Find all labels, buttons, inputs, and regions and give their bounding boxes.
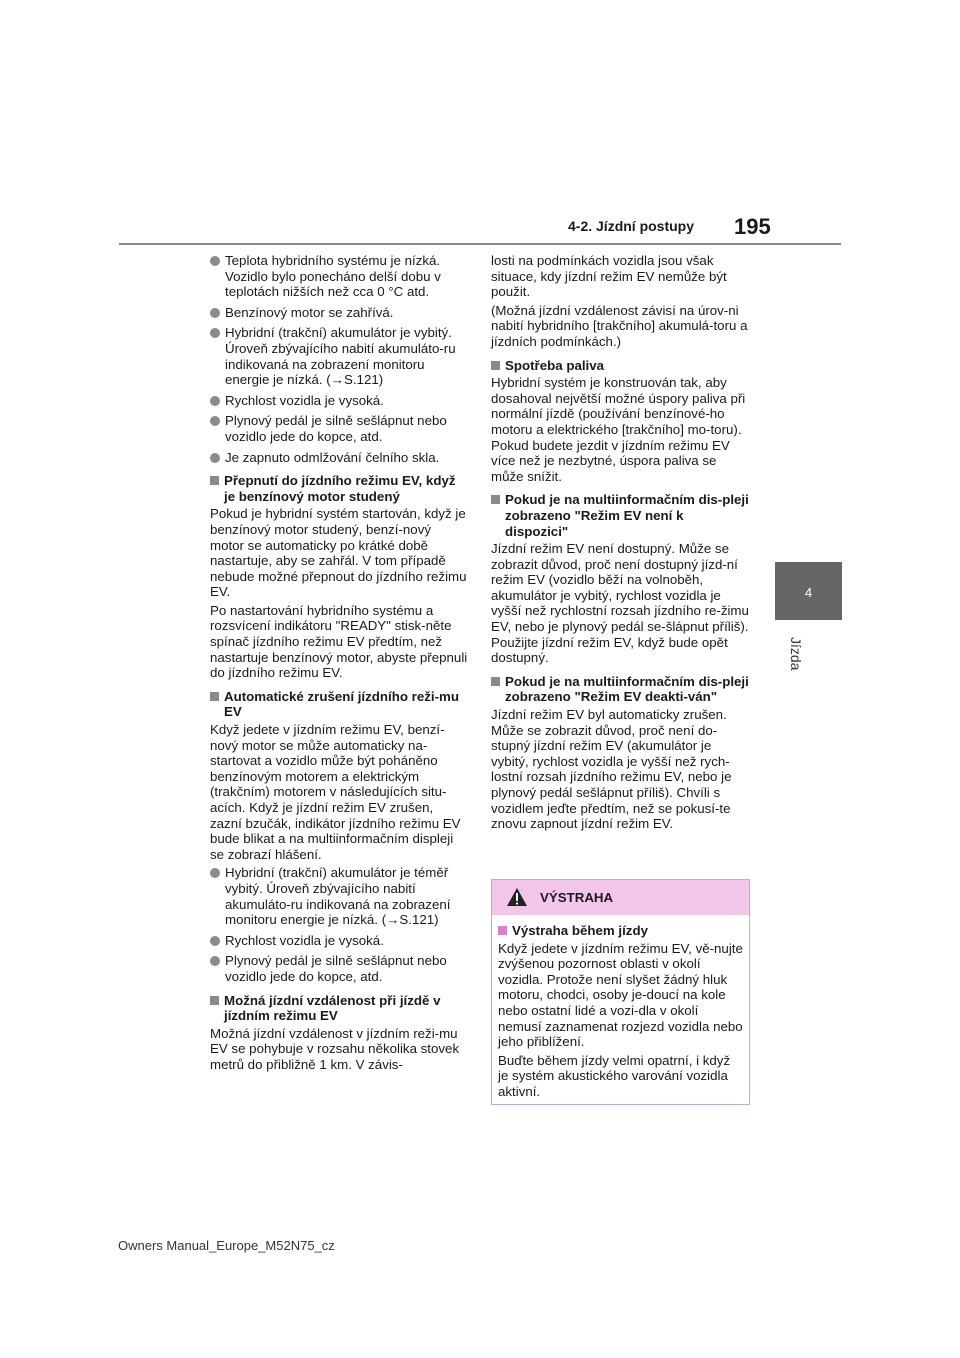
bullet-icon [210,416,220,426]
bullet-icon [210,868,220,878]
list-item: Plynový pedál je silně sešlápnut nebo vozidlo jede do kopce, atd. [210,953,468,984]
subsection-heading: Spotřeba paliva [491,358,749,374]
square-bullet-icon [210,996,219,1005]
square-bullet-icon [210,476,219,485]
paragraph: Jízdní režim EV není dostupný. Může se zobrazit důvod, proč není dostupný jízd-ní režim EV (vozidlo běží na volnoběh, akumulátor je vybitý, rychlost vozidla je vyšší než rychlostní rozsah jízdního re-žimu EV, nebo je plynový pedál se-šlápnut příliš). Použijte jízdní režim EV, když bude opět dostupný. [491,541,749,666]
list-item: Rychlost vozidla je vysoká. [210,393,468,409]
header-divider [119,243,841,245]
warning-header [492,880,749,915]
paragraph: losti na podmínkách vozidla jsou však situace, kdy jízdní režim EV nemůže být použit. [491,253,727,300]
square-bullet-icon [491,495,500,504]
subsection-heading: Pokud je na multiinformačním dis-pleji zobrazeno "Režim EV není k dispozici" [491,492,749,539]
section-title: 4-2. Jízdní postupy [568,218,695,234]
square-bullet-icon [498,926,507,935]
subsection-heading: Přepnutí do jízdního režimu EV, když je benzínový motor studený [210,473,468,504]
list-item: Benzínový motor se zahřívá. [210,305,468,321]
chapter-label: Jízda [788,637,804,671]
warning-triangle-icon [506,887,528,907]
bullet-icon [210,328,220,338]
list-item: Hybridní (trakční) akumulátor je vybitý. Úroveň zbývajícího nabití akumuláto-ru indikovaná na zobrazení monitoru energie je nízká. (→S.121) [210,325,468,387]
subsection-heading: Pokud je na multiinformačním dis-pleji zobrazeno "Režim EV deakti-ván" [491,674,749,705]
warning-body [492,915,749,1100]
bullet-icon [210,453,220,463]
list-item: Plynový pedál je silně sešlápnut nebo vozidlo jede do kopce, atd. [210,413,468,444]
left-column [210,253,468,1076]
subsection-heading: Možná jízdní vzdálenost při jízdě v jízdním režimu EV [210,993,468,1024]
paragraph: (Možná jízdní vzdálenost závisí na úrov-ni nabití hybridního [trakčního] akumulá-toru a jízdních podmínkách.) [491,302,748,349]
paragraph: Hybridní systém je konstruován tak, aby dosahoval největší možné úspory paliva při normální jízdě (používání benzínové-ho motoru a elektrického [trakčního] mo-toru). Pokud budete jezdit v jízdním režimu EV více než je nezbytné, úspora paliva se může snížit. [491,375,746,484]
square-bullet-icon [491,361,500,370]
paragraph: Jízdní režim EV byl automaticky zrušen. Může se zobrazit důvod, proč není do-stupný jízdní režim EV (akumulátor je vybitý, rychlost vozidla je vyšší než rych-lostní rozsah jízdního režimu EV, nebo je plynový pedál sešlápnut příliš). Chvíli s vozidlem jeďte předtím, než se pokusí-te znovu zapnout jízdní režim EV. [491,707,732,832]
paragraph: Buďte během jízdy velmi opatrní, i když je systém akustického varování vozidla aktivní. [498,1052,731,1099]
bullet-icon [210,396,220,406]
warning-box [491,879,750,1105]
bullet-icon [210,308,220,318]
subsection-heading: Automatické zrušení jízdního reži-mu EV [210,689,468,720]
paragraph: Když jedete v jízdním režimu EV, benzí-nový motor se může automaticky na-startovat a vozidlo může být poháněno benzínovým motorem a elektrickým (trakčním) motorem v následujících situ-acích. Když je jízdní režim EV zrušen, zazní bzučák, indikátor jízdního režimu EV bude blikat a na multiinformačním displeji se zobrazí hlášení. [210,722,461,862]
bullet-icon [210,936,220,946]
page-number: 195 [734,214,771,239]
footer-text: Owners Manual_Europe_M52N75_cz [118,1238,335,1253]
bullet-icon [210,256,220,266]
right-column [491,253,749,835]
paragraph: Když jedete v jízdním režimu EV, vě-nujte zvýšenou pozornost oblasti v okolí vozidla. Protože není slyšet žádný hluk motoru, chodci, osoby je-doucí na kole nebo ostatní lidé a vozi-dla v okolí nemusí zaznamenat rozjezd vozidla nebo jeho přiblížení. [498,940,743,1050]
list-item: Rychlost vozidla je vysoká. [210,933,468,949]
bullet-icon [210,956,220,966]
paragraph: Po nastartování hybridního systému a rozsvícení indikátoru "READY" stisk-něte spínač jízdního režimu EV předtím, než nastartuje benzínový motor, abyste přepnuli do jízdního režimu EV. [210,602,468,681]
paragraph: Pokud je hybridní systém startován, když je benzínový motor studený, benzí-nový motor se automaticky po krátké době nastartuje, aby se zahřál. V tom případě nebude možné přepnout do jízdního režimu EV. [210,506,467,600]
warning-heading: Výstraha během jízdy [498,923,743,939]
chapter-number: 4 [804,585,813,600]
square-bullet-icon [210,692,219,701]
warning-title: VÝSTRAHA [540,890,614,905]
list-item: Je zapnuto odmlžování čelního skla. [210,450,468,466]
square-bullet-icon [491,677,500,686]
list-item: Teplota hybridního systému je nízká. Vozidlo bylo ponecháno delší dobu v teplotách nižších než cca 0 °C atd. [210,253,468,300]
list-item: Hybridní (trakční) akumulátor je téměř vybitý. Úroveň zbývajícího nabití akumuláto-ru indikovaná na zobrazení monitoru energie je nízká. (→S.121) [210,865,468,927]
paragraph: Možná jízdní vzdálenost v jízdním reži-mu EV se pohybuje v rozsahu několika stovek metrů do přibližně 1 km. V závis- [210,1025,460,1072]
